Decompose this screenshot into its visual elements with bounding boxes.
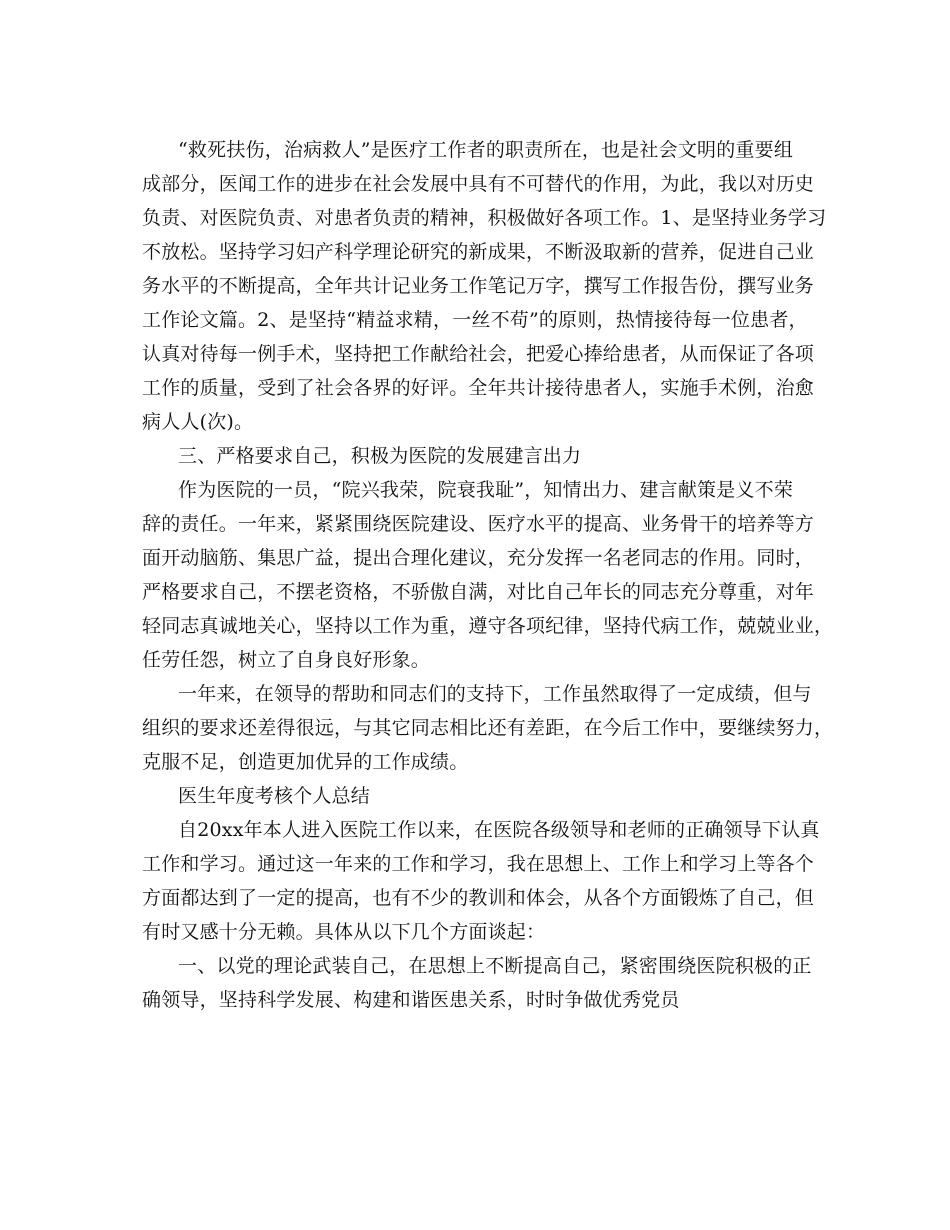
text-line: 方面都达到了一定的提高，也有不少的教训和体会，从各个方面锻炼了自己，但 (142, 887, 815, 909)
text-line: 负责、对医院负责、对患者负责的精神，积极做好各项工作。1、是坚持业务学习 (142, 207, 827, 229)
text-line: 克服不足，创造更加优异的工作成绩。 (142, 751, 469, 773)
text-line: 工作论文篇。2、是坚持“精益求精，一丝不苟”的原则，热情接待每一位患者， (142, 309, 808, 331)
text-line: 工作和学习。通过这一年来的工作和学习，我在思想上、工作上和学习上等各个 (142, 853, 815, 875)
text-line: 务水平的不断提高，全年共计记业务工作笔记万字，撰写工作报告份，撰写业务 (142, 275, 815, 297)
text-line: 不放松。坚持学习妇产科学理论研究的新成果，不断汲取新的营养，促进自己业 (142, 241, 815, 263)
text-line: 一、以党的理论武装自己，在思想上不断提高自己，紧密围绕医院积极的正 (178, 955, 812, 977)
section-heading: 医生年度考核个人总结 (178, 785, 371, 807)
text-line: 工作的质量，受到了社会各界的好评。全年共计接待患者人，实施手术例，治愈 (142, 377, 815, 399)
text-line: “救死扶伤，治病救人”是医疗工作者的职责所在，也是社会文明的重要组 (178, 139, 794, 161)
text-line: 自20xx年本人进入医院工作以来，在医院各级领导和老师的正确领导下认真 (178, 819, 820, 841)
text-line: 认真对待每一例手术，坚持把工作献给社会，把爱心捧给患者，从而保证了各项 (142, 343, 815, 365)
text-line: 面开动脑筋、集思广益，提出合理化建议，充分发挥一名老同志的作用。同时， (142, 547, 815, 569)
text-line: 成部分，医闻工作的进步在社会发展中具有不可替代的作用，为此，我以对历史 (142, 173, 815, 195)
text-line: 作为医院的一员，“院兴我荣，院衰我耻”，知情出力、建言献策是义不荣 (178, 479, 794, 501)
section-heading: 三、严格要求自己，积极为医院的发展建言出力 (178, 445, 582, 467)
text-line: 确领导，坚持科学发展、构建和谐医患关系，时时争做优秀党员 (142, 989, 680, 1011)
text-line: 严格要求自己，不摆老资格，不骄傲自满，对比自己年长的同志充分尊重，对年 (142, 581, 815, 603)
text-line: 组织的要求还差得很远，与其它同志相比还有差距，在今后工作中，要继续努力， (142, 717, 834, 739)
text-line: 一年来，在领导的帮助和同志们的支持下，工作虽然取得了一定成绩，但与 (178, 683, 812, 705)
text-line: 有时又感十分无赖。具体从以下几个方面谈起： (142, 921, 546, 943)
text-line: 任劳任怨，树立了自身良好形象。 (142, 649, 431, 671)
text-line: 病人人(次)。 (142, 411, 254, 433)
text-line: 轻同志真诚地关心，坚持以工作为重，遵守各项纪律，坚持代病工作，兢兢业业， (142, 615, 834, 637)
text-line: 辞的责任。一年来，紧紧围绕医院建设、医疗水平的提高、业务骨干的培养等方 (142, 513, 815, 535)
